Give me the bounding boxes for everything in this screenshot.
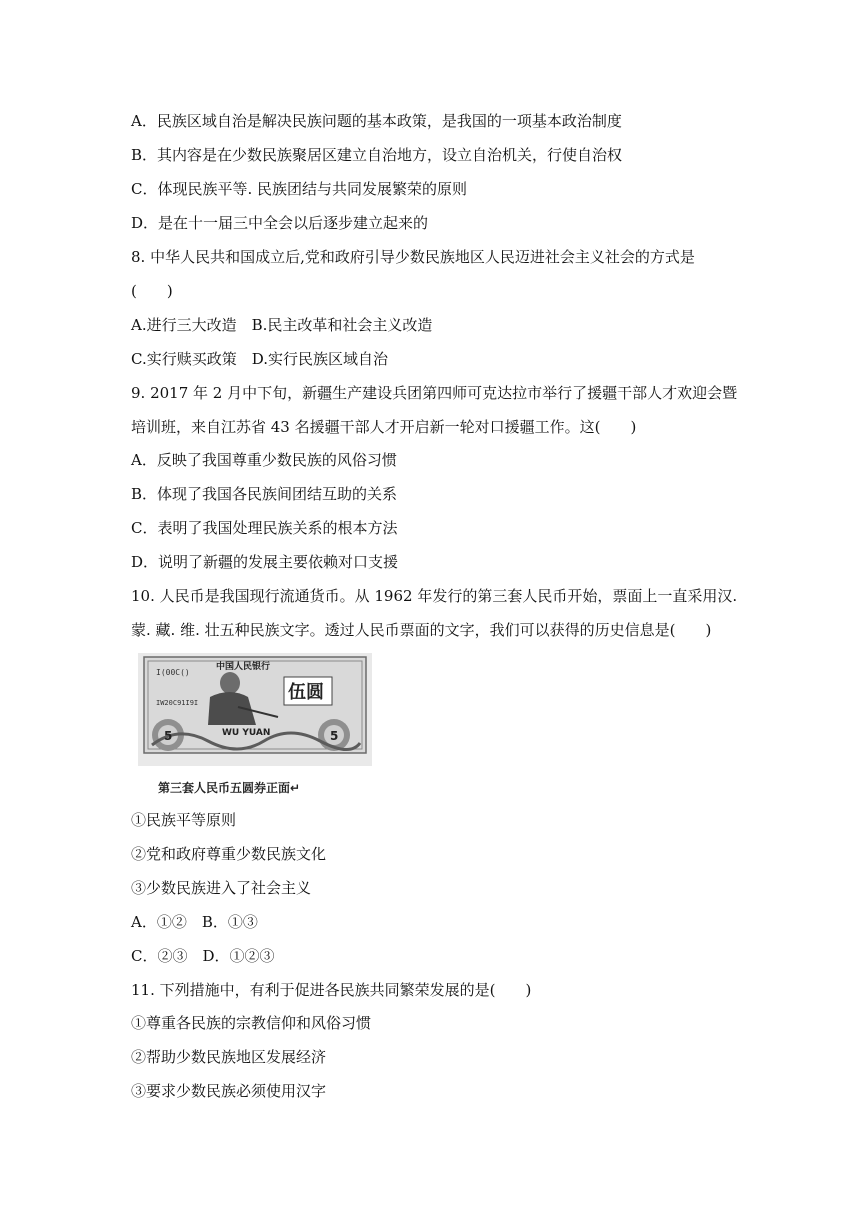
option-9a: A．反映了我国尊重少数民族的风俗习惯 <box>131 451 397 469</box>
banknote-bank-name: 中国人民银行 <box>216 662 271 672</box>
banknote-pinyin: WU YUAN <box>222 728 271 738</box>
option-8-cd: C.实行赎买政策 D.实行民族区域自治 <box>131 350 388 368</box>
option-7d: D．是在十一届三中全会以后逐步建立起来的 <box>131 214 429 232</box>
question-10-stem-cont: 蒙. 藏. 维. 壮五种民族文字。透过人民币票面的文字，我们可以获得的历史信息是( ) <box>131 621 712 639</box>
banknote-denomination: 伍圆 <box>288 682 324 703</box>
banknote-illustration <box>138 653 372 766</box>
option-7b: B．其内容是在少数民族聚居区建立自治地方，设立自治机关，行使自治权 <box>131 146 623 164</box>
statement-11-1: ①尊重各民族的宗教信仰和风俗习惯 <box>131 1014 372 1032</box>
banknote-caption: 第三套人民币五圆券正面↵ <box>158 781 301 795</box>
option-10-ab: A．①② B．①③ <box>131 913 258 931</box>
statement-11-2: ②帮助少数民族地区发展经济 <box>131 1048 327 1066</box>
banknote-image <box>138 653 372 766</box>
statement-2: ②党和政府尊重少数民族文化 <box>131 845 327 863</box>
statement-11-3: ③要求少数民族必须使用汉字 <box>131 1082 327 1100</box>
option-7a: A．民族区域自治是解决民族问题的基本政策，是我国的一项基本政治制度 <box>131 112 622 130</box>
question-11-stem: 11. 下列措施中，有利于促进各民族共同繁荣发展的是( ) <box>131 981 532 999</box>
banknote-numeral-left: 5 <box>164 729 173 743</box>
question-8-stem: 8. 中华人民共和国成立后,党和政府引导少数民族地区人民迈进社会主义社会的方式是 <box>131 248 695 266</box>
svg-text:IW20C91I9I: IW20C91I9I <box>156 699 199 707</box>
question-9-stem: 9. 2017 年 2 月中下旬，新疆生产建设兵团第四师可克达拉市举行了援疆干部人才欢迎会暨 <box>131 384 738 402</box>
svg-text:I(00C(): I(00C() <box>156 668 190 677</box>
question-10-stem: 10. 人民币是我国现行流通货币。从 1962 年发行的第三套人民币开始，票面上一直采用汉. <box>131 587 738 605</box>
banknote-numeral-right: 5 <box>330 729 339 743</box>
option-9b: B．体现了我国各民族间团结互助的关系 <box>131 485 398 503</box>
option-9d: D．说明了新疆的发展主要依赖对口支援 <box>131 553 399 571</box>
option-10-cd: C．②③ D．①②③ <box>131 947 275 965</box>
option-9c: C．表明了我国处理民族关系的根本方法 <box>131 519 398 537</box>
question-9-stem-cont: 培训班，来自江苏省 43 名援疆干部人才开启新一轮对口援疆工作。这( ) <box>131 418 637 436</box>
option-7c: C．体现民族平等. 民族团结与共同发展繁荣的原则 <box>131 180 468 198</box>
question-8-blank: ( ) <box>131 282 173 300</box>
statement-1: ①民族平等原则 <box>131 811 237 829</box>
option-8-ab: A.进行三大改造 B.民主改革和社会主义改造 <box>131 316 433 334</box>
statement-3: ③少数民族进入了社会主义 <box>131 879 312 897</box>
